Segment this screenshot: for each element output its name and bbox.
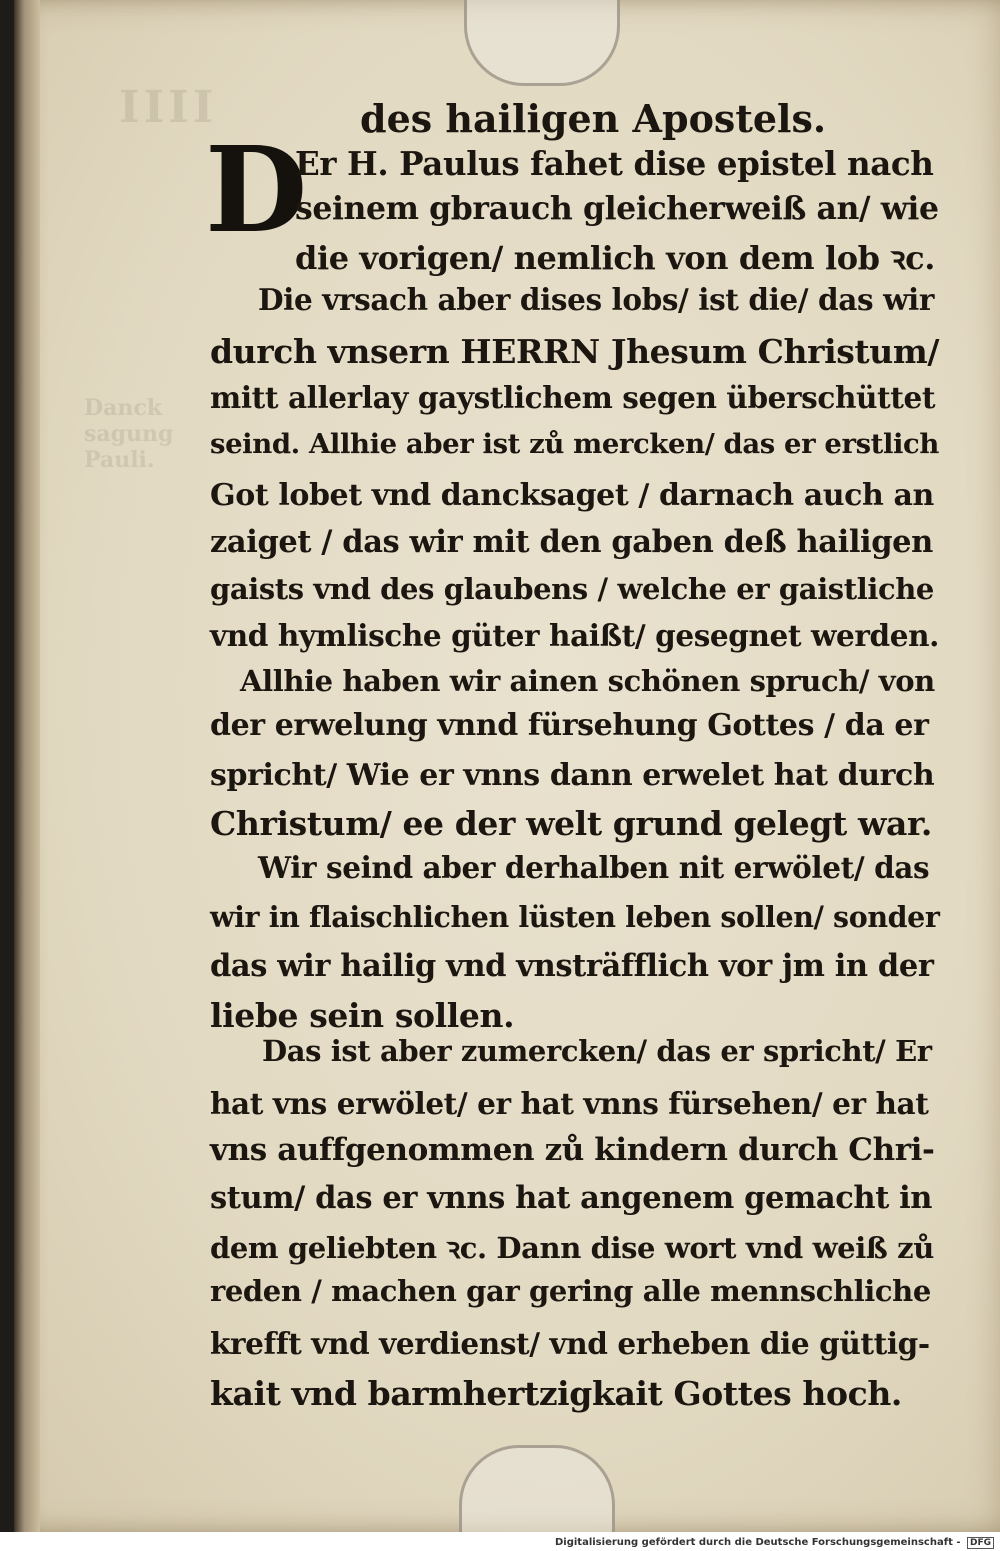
text-line: seinem gbrauch gleicherweiß an/ wie [295,190,939,227]
show-through-marginalia: Danck sagung Pauli. [84,395,174,473]
text-line: liebe sein sollen. [210,996,515,1035]
text-line: seind. Allhie aber ist zů mercken/ das er erstlich [210,428,939,460]
text-line: krefft vnd verdienst/ vnd erheben die güttig- [210,1326,930,1361]
credit-text: Digitalisierung gefördert durch die Deutsche Forschungsgemeinschaft - [554,1537,961,1548]
text-line: hat vns erwölet/ er hat vnns fürsehen/ er hat [210,1086,929,1121]
digitization-credit [555,1537,994,1549]
text-line: der erwelung vnnd fürsehung Gottes / da er [210,708,929,743]
drop-initial: D [205,120,308,259]
page-gutter [14,0,40,1532]
text-line: mitt allerlay gaystlichem segen überschüttet [210,380,936,415]
text-line: spricht/ Wie er vnns dann erwelet hat durch [210,758,935,793]
running-head: des hailigen Apostels. [360,96,827,141]
text-line: Das ist aber zumercken/ das er spricht/ Er [262,1034,932,1068]
top-page-clip [464,0,620,86]
text-line: durch vnsern HERRN Jhesum Christum/ [210,332,940,371]
text-line: Er H. Paulus fahet dise epistel nach [295,144,934,183]
text-line: vns auffgenommen zů kindern durch Chri- [210,1132,935,1168]
text-line: Wir seind aber derhalben nit erwölet/ das [258,850,930,885]
dfg-logo: DFG [967,1537,994,1549]
text-line: gaists vnd des glaubens / welche er gaistliche [210,572,934,606]
text-line: das wir hailig vnd vnsträfflich vor jm in der [210,948,934,984]
show-through-heading: IIII [119,82,218,133]
text-line: vnd hymlische güter haißt/ gesegnet werden. [210,618,940,653]
text-line: Christum/ ee der welt grund gelegt war. [210,804,933,843]
bottom-page-clip [459,1445,615,1532]
text-line: Allhie haben wir ainen schönen spruch/ von [240,664,935,698]
text-line: Die vrsach aber dises lobs/ ist die/ das wir [258,282,935,317]
text-line: die vorigen/ nemlich von dem lob ꝛc. [295,239,935,277]
text-line: dem geliebten ꝛc. Dann dise wort vnd weiß zů [210,1231,934,1265]
text-line: reden / machen gar gering alle mennschliche [210,1274,931,1308]
text-line: wir in flaischlichen lüsten leben sollen/ sonder [210,900,940,934]
text-line: zaiget / das wir mit den gaben deß hailigen [210,524,933,560]
text-line: kait vnd barmhertzigkait Gottes hoch. [210,1374,903,1413]
text-line: stum/ das er vnns hat angenem gemacht in [210,1180,933,1216]
text-line: Got lobet vnd dancksaget / darnach auch an [210,478,934,513]
